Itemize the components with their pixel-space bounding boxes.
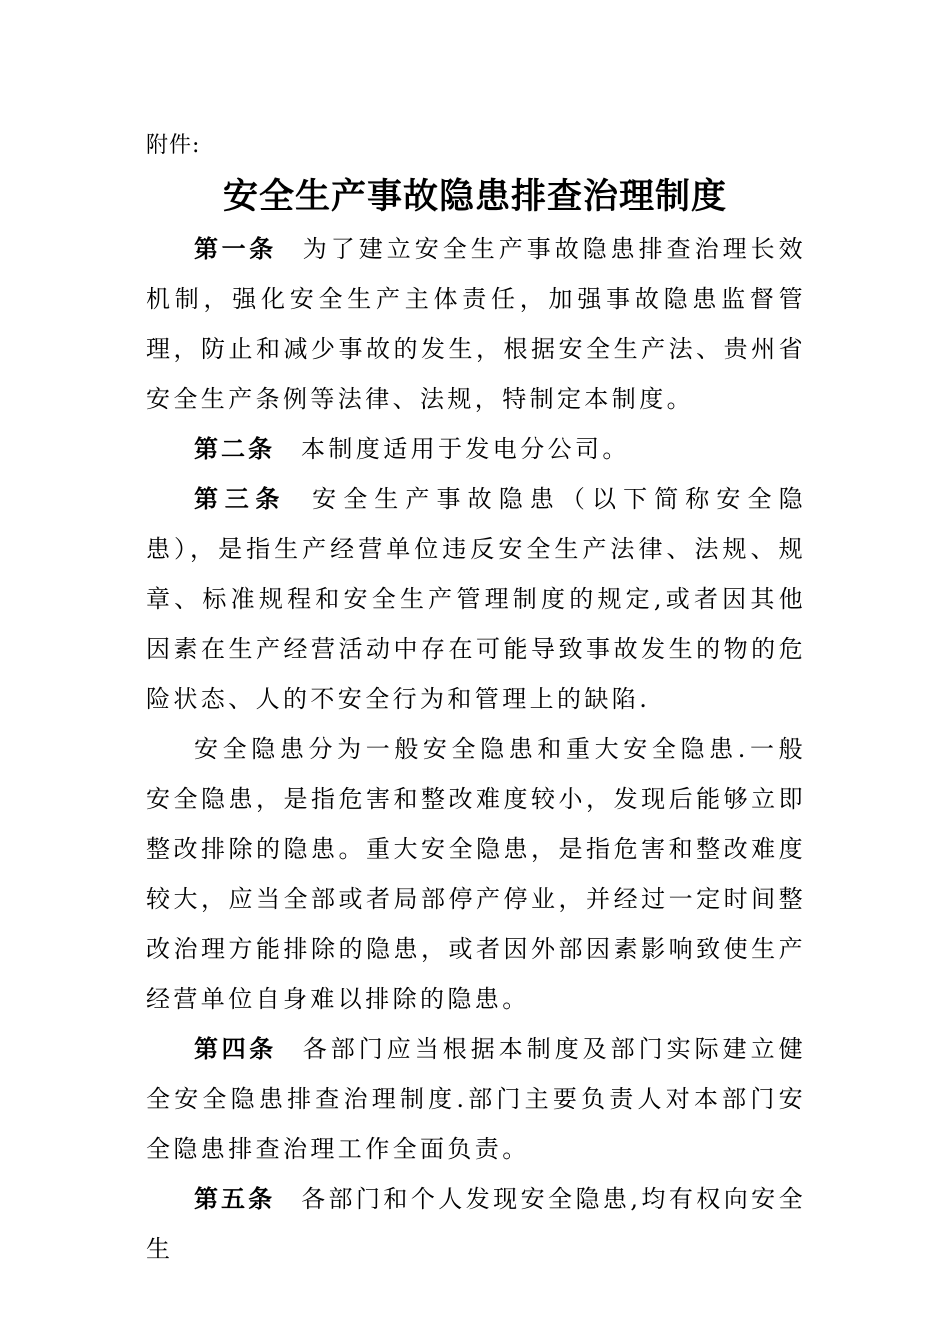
article-2 bbox=[146, 424, 806, 474]
article-1 bbox=[146, 224, 806, 424]
article-label: 第四条 bbox=[194, 1034, 277, 1063]
article-text: 为了建立安全生产事故隐患排查治理长效机制，强化安全生产主体责任，加强事故隐患监督管理，防止和减少事故的发生，根据安全生产法、贵州省安全生产条例等法律、法规，特制定本制度。 bbox=[146, 235, 807, 413]
article-text: 各部门和个人发现安全隐患,均有权向安全生 bbox=[146, 1185, 806, 1263]
article-text: 本制度适用于发电分公司。 bbox=[301, 435, 630, 463]
article-3 bbox=[146, 474, 806, 724]
article-4 bbox=[146, 1024, 806, 1174]
article-label: 第二条 bbox=[194, 434, 275, 463]
article-text: 安全生产事故隐患（以下简称安全隐患），是指生产经营单位违反安全生产法律、法规、规章、标准规程和安全生产管理制度的规定,或者因其他因素在生产经营活动中存在可能导致事故发生的物的危险状态、人的不安全行为和管理上的缺陷. bbox=[146, 485, 807, 713]
article-label: 第一条 bbox=[194, 234, 277, 263]
document-body bbox=[146, 224, 806, 1274]
article-label: 第五条 bbox=[194, 1184, 276, 1213]
document-title: 安全生产事故隐患排查治理制度 bbox=[222, 176, 727, 217]
article-5 bbox=[146, 1174, 806, 1274]
article-label: 第三条 bbox=[194, 484, 287, 513]
article-text: 各部门应当根据本制度及部门实际建立健全安全隐患排查治理制度.部门主要负责人对本部门安全隐患排查治理工作全面负责。 bbox=[146, 1035, 807, 1163]
paragraph-text: 安全隐患分为一般安全隐患和重大安全隐患.一般安全隐患，是指危害和整改难度较小，发现后能够立即整改排除的隐患。重大安全隐患，是指危害和整改难度较大，应当全部或者局部停产停业，并经过一定时间整改治理方能排除的隐患，或者因外部因素影响致使生产经营单位自身难以排除的隐患。 bbox=[146, 735, 806, 1013]
paragraph-hidden-danger-classes bbox=[146, 724, 806, 1024]
attachment-label: 附件: bbox=[146, 133, 201, 158]
